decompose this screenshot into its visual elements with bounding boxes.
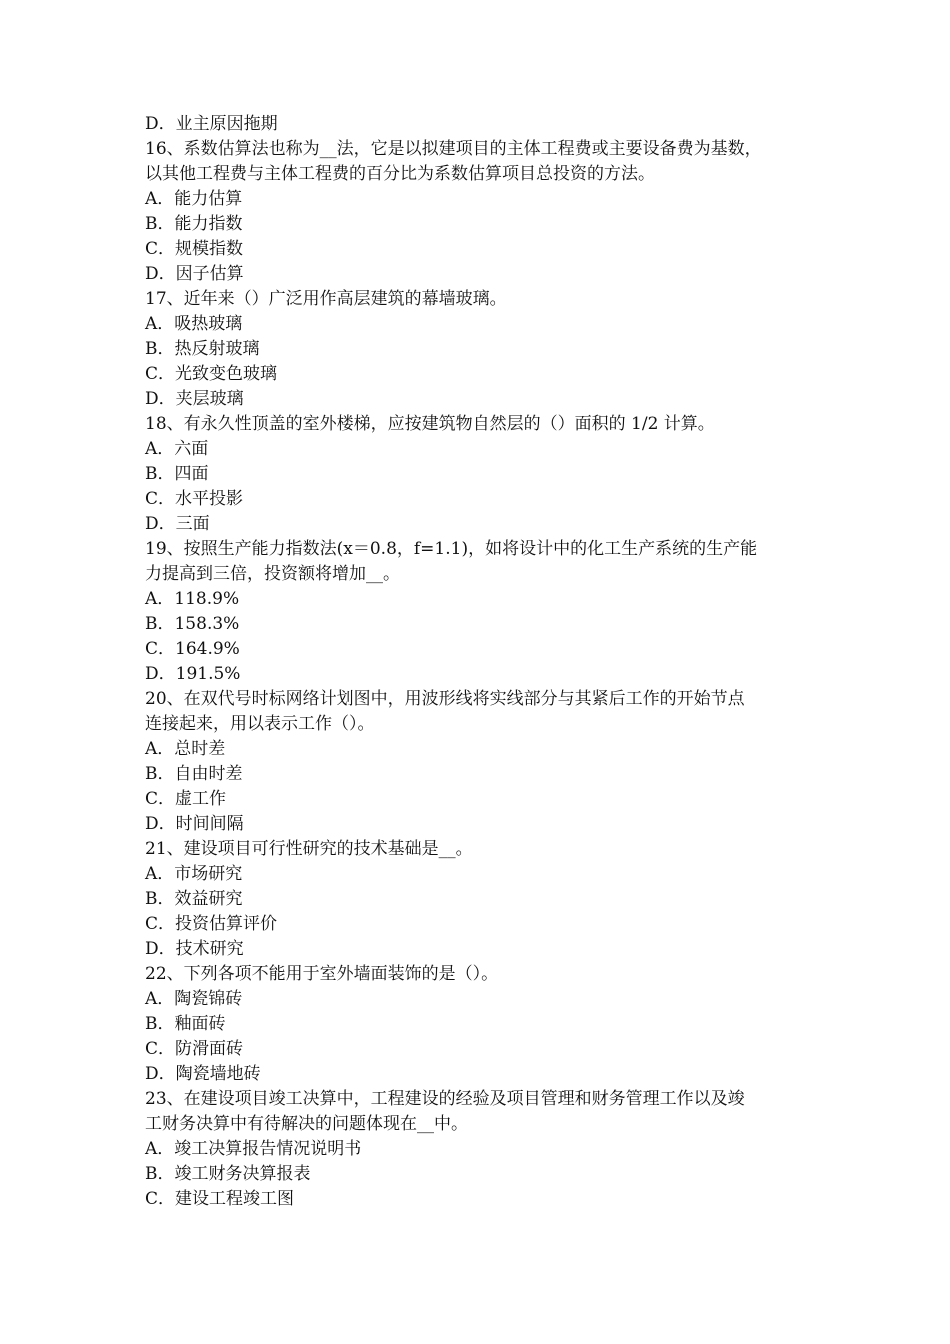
text-line: 以其他工程费与主体工程费的百分比为系数估算项目总投资的方法。 bbox=[145, 164, 655, 184]
text-line: D．陶瓷墙地砖 bbox=[145, 1064, 261, 1084]
text-line: 18、有永久性顶盖的室外楼梯，应按建筑物自然层的（）面积的 1/2 计算。 bbox=[145, 414, 715, 434]
text-line: C．规模指数 bbox=[145, 239, 244, 259]
text-line: 19、按照生产能力指数法(x＝0.8，f=1.1)，如将设计中的化工生产系统的生产能 bbox=[145, 539, 758, 559]
text-line: D．技术研究 bbox=[145, 939, 244, 959]
text-line: B．釉面砖 bbox=[145, 1014, 226, 1034]
text-line: A．市场研究 bbox=[145, 864, 243, 884]
text-line: A．总时差 bbox=[145, 739, 226, 759]
text-line: 20、在双代号时标网络计划图中，用波形线将实线部分与其紧后工作的开始节点 bbox=[145, 689, 745, 709]
text-line: C．水平投影 bbox=[145, 489, 244, 509]
text-line: B．热反射玻璃 bbox=[145, 339, 260, 359]
text-line: A．吸热玻璃 bbox=[145, 314, 243, 334]
text-line: A．陶瓷锦砖 bbox=[145, 989, 243, 1009]
text-line: D．191.5% bbox=[145, 664, 241, 684]
text-line: A．能力估算 bbox=[145, 189, 243, 209]
text-line: C．投资估算评价 bbox=[145, 914, 278, 934]
text-line: C．164.9% bbox=[145, 639, 240, 659]
text-line: 23、在建设项目竣工决算中，工程建设的经验及项目管理和财务管理工作以及竣 bbox=[145, 1089, 745, 1109]
text-line: B．效益研究 bbox=[145, 889, 243, 909]
text-line: C．建设工程竣工图 bbox=[145, 1189, 295, 1209]
text-line: 16、系数估算法也称为__法，它是以拟建项目的主体工程费或主要设备费为基数， bbox=[145, 139, 762, 159]
text-line: 22、下列各项不能用于室外墙面装饰的是（）。 bbox=[145, 964, 499, 984]
text-line: 21、建设项目可行性研究的技术基础是__。 bbox=[145, 839, 473, 859]
text-line: B．竣工财务决算报表 bbox=[145, 1164, 311, 1184]
text-line: C．虚工作 bbox=[145, 789, 227, 809]
text-line: 17、近年来（）广泛用作高层建筑的幕墙玻璃。 bbox=[145, 289, 507, 309]
text-line: D．三面 bbox=[145, 514, 210, 534]
text-line: A．竣工决算报告情况说明书 bbox=[145, 1139, 362, 1159]
document-page bbox=[145, 112, 813, 1212]
text-line: B．自由时差 bbox=[145, 764, 243, 784]
text-line: B．四面 bbox=[145, 464, 209, 484]
text-line: 力提高到三倍，投资额将增加__。 bbox=[145, 564, 400, 584]
text-line: C．光致变色玻璃 bbox=[145, 364, 278, 384]
text-line: A．六面 bbox=[145, 439, 209, 459]
text-line: 连接起来，用以表示工作（）。 bbox=[145, 714, 375, 734]
text-line: B．能力指数 bbox=[145, 214, 243, 234]
text-line: 工财务决算中有待解决的问题体现在__中。 bbox=[145, 1114, 468, 1134]
text-line: C．防滑面砖 bbox=[145, 1039, 244, 1059]
text-line: A．118.9% bbox=[145, 589, 240, 609]
text-line: D．时间间隔 bbox=[145, 814, 244, 834]
text-line: B．158.3% bbox=[145, 614, 240, 634]
text-line: D．因子估算 bbox=[145, 264, 244, 284]
text-line: D．夹层玻璃 bbox=[145, 389, 244, 409]
text-line: D．业主原因拖期 bbox=[145, 114, 278, 134]
